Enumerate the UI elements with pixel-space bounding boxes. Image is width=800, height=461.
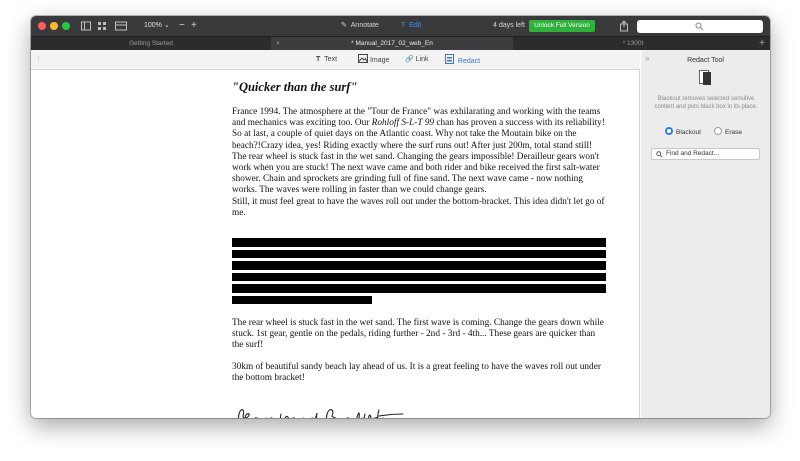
tab-getting-started[interactable]: [31, 37, 271, 51]
text-tool-icon: T: [316, 56, 321, 63]
paragraph-1[interactable]: [232, 107, 606, 197]
document-page[interactable]: [31, 70, 640, 418]
radio-dot: [714, 127, 722, 135]
redaction-bar: [232, 261, 606, 270]
zoom-value: 100%: [144, 22, 162, 29]
redact-icon: [445, 54, 454, 64]
zoom-out-button[interactable]: −: [179, 20, 185, 31]
page-view-icon[interactable]: [115, 19, 127, 33]
document-title[interactable]: "Quicker than the surf": [232, 80, 358, 94]
redaction-bar: [232, 238, 606, 247]
text-tool-button[interactable]: [316, 54, 337, 66]
tab-bar: [31, 36, 770, 50]
thumbnails-icon[interactable]: [97, 19, 107, 33]
zoom-in-button[interactable]: +: [191, 20, 197, 31]
radio-dot: [665, 127, 673, 135]
title-bar: [31, 16, 770, 36]
signature-image: [231, 404, 411, 418]
tab-label: * 1300t: [622, 40, 644, 47]
redact-tool-label: Redact: [457, 58, 481, 65]
paragraph-4[interactable]: 30km of beautiful sandy beach lay ahead of us. It is a great feeling to have the waves roll out under the bottom bracket!: [232, 361, 601, 383]
redaction-bar: [232, 250, 606, 259]
chevron-down-icon: ⌄: [163, 22, 170, 29]
redaction-bar: [232, 273, 606, 282]
zoom-window-button[interactable]: [62, 22, 70, 30]
product-name: Rohloff S-L-T 99: [371, 118, 435, 129]
tab-1300t[interactable]: [513, 37, 753, 51]
trial-status: 4 days left: [493, 22, 525, 29]
annotate-mode-button[interactable]: [341, 19, 379, 33]
tab-manual[interactable]: [271, 37, 513, 51]
close-window-button[interactable]: [38, 22, 46, 30]
tab-label: Getting Started: [129, 40, 173, 47]
edit-toolbar: [31, 50, 640, 70]
minimize-window-button[interactable]: [50, 22, 58, 30]
paragraph-2[interactable]: Still, it must feel great to have the waves roll out under the bottom-bracket. This idea didn't let go of me.: [232, 196, 605, 218]
paragraph-text: France 1994. The atmosphere at the "Tour de France" was exhilarating and working with the teams and mechanics was exciting too. Our: [232, 107, 601, 129]
new-tab-button[interactable]: +: [759, 38, 765, 49]
search-input[interactable]: [637, 20, 763, 33]
tab-label: * Manual_2017_02_web_En: [351, 40, 433, 47]
find-label: Find and Redact...: [666, 150, 720, 157]
close-tab-icon[interactable]: ×: [276, 40, 280, 47]
text-tool-label: Text: [324, 56, 338, 63]
sidebar-toggle-icon[interactable]: [81, 19, 91, 33]
search-icon: [656, 151, 663, 158]
document-body: [232, 80, 606, 384]
edit-mode-button[interactable]: [401, 19, 421, 33]
erase-label: Erase: [725, 129, 742, 136]
link-tool-button[interactable]: [405, 54, 429, 66]
image-icon: [358, 54, 368, 63]
signature: [231, 404, 411, 418]
redacted-block[interactable]: [232, 238, 606, 304]
zoom-select[interactable]: [144, 19, 170, 33]
redact-tool-button[interactable]: [445, 54, 480, 66]
link-icon: 🔗: [405, 56, 414, 63]
image-tool-label: Image: [369, 57, 390, 64]
blackout-radio[interactable]: [665, 127, 701, 137]
blackout-label: Blackout: [676, 129, 701, 136]
panel-description: Blackout removes selected sensitive content and puts black box in its place.: [654, 96, 758, 110]
edit-label: Edit: [409, 22, 422, 29]
app-window: [31, 16, 770, 418]
redact-tool-icon: [699, 70, 712, 91]
redaction-bar: [232, 296, 372, 305]
paragraph-3[interactable]: The rear wheel is stuck fast in the wet sand. The first wave is coming. Change the gears down while stuck. 1st gear, gentle on the pedals, riding further - 2nd - 3rd - 4th... These gears are quicker than the surf!: [232, 318, 604, 351]
find-and-redact-button[interactable]: [651, 148, 760, 160]
search-icon: [695, 22, 704, 31]
redaction-bar: [232, 284, 606, 293]
link-tool-label: Link: [415, 56, 429, 63]
share-icon[interactable]: [619, 19, 629, 33]
collapse-panel-icon[interactable]: »: [645, 54, 650, 63]
paragraph-text: chan has proven a success with its reliability! So at last, a couple of quiet days on the Atlantic coast. Why not take the Moutain bike on the beach?!Crazy idea, yes! Riding exactly where the surf runs out! After just 200m, total stand still! The rear wheel is stuck fast in the wet sand. Changing the gears impossible! Derailleur gears won't work when you are stuck! The next wave came and both rider and bike received the first salt-water shower. Chain and sprockets are grinding full of fine sand. The next wave came - now nothing works. The waves were rolling in faster than we could change gears.: [232, 118, 605, 196]
panel-title: Redact Tool: [687, 57, 724, 64]
unlock-full-version-button[interactable]: Unlock Full Version: [529, 20, 595, 32]
drag-handle[interactable]: ⋮: [35, 56, 42, 63]
redact-tool-panel: [641, 50, 770, 418]
image-tool-button[interactable]: [358, 54, 389, 66]
pen-icon: ✎: [341, 22, 347, 29]
annotate-label: Annotate: [350, 22, 379, 29]
edit-text-icon: T: [401, 22, 406, 29]
erase-radio[interactable]: [714, 127, 742, 137]
